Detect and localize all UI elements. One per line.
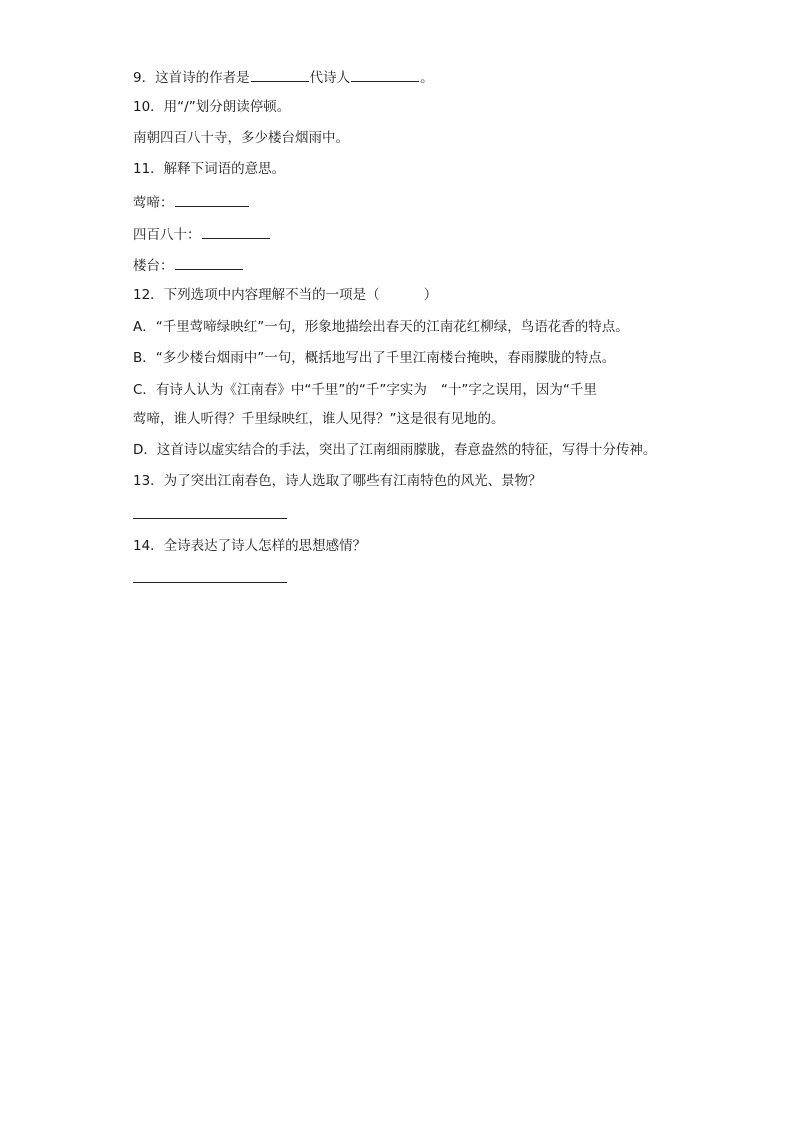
question-11-prompt: 11．解释下词语的意思。 — [133, 161, 286, 177]
option-c-continued: 莺啼，谁人听得？千里绿映红，谁人见得？”这是很有见地的。 — [133, 411, 505, 427]
question-12-close-paren: ） — [423, 287, 438, 303]
question-13-prompt: 13．为了突出江南春色，诗人选取了哪些有江南特色的风光、景物？ — [133, 473, 542, 489]
option-a: A．“千里莺啼绿映红”一句，形象地描绘出春天的江南花红柳绿，鸟语花香的特点。 — [133, 319, 629, 335]
question-9-text-2: 代诗人 — [309, 70, 351, 86]
term-yingti-blank[interactable] — [175, 192, 249, 207]
question-10-prompt: 10．用“/”划分朗读停顿。 — [133, 99, 291, 115]
question-13-answer-line[interactable] — [133, 518, 287, 519]
term-sibaibashi-blank[interactable] — [202, 224, 270, 239]
term-yingti — [133, 192, 250, 212]
term-label: 楼台： — [133, 258, 174, 274]
question-14-answer-line[interactable] — [133, 582, 287, 583]
author-dynasty-blank[interactable] — [251, 67, 309, 82]
question-12-text: 12．下列选项中内容理解不当的一项是（ — [133, 287, 380, 303]
term-loutai-blank[interactable] — [175, 255, 243, 270]
question-14-prompt: 14．全诗表达了诗人怎样的思想感情？ — [133, 538, 367, 554]
term-sibaibashi — [133, 224, 271, 244]
option-b: B．“多少楼台烟雨中”一句，概括地写出了千里江南楼台掩映，春雨朦胧的特点。 — [133, 350, 616, 366]
question-9-text-3: 。 — [420, 70, 434, 86]
option-c — [133, 381, 597, 399]
term-label: 莺啼： — [133, 195, 174, 211]
question-12-prompt — [133, 286, 437, 304]
option-d: D．这首诗以虚实结合的手法，突出了江南细雨朦胧，春意盎然的特征，写得十分传神。 — [133, 442, 657, 458]
term-loutai — [133, 255, 244, 275]
option-c-text-1: C．有诗人认为《江南春》中“千里”的“千”字实为 — [133, 382, 427, 398]
question-9-text-1: 9．这首诗的作者是 — [133, 70, 250, 86]
author-name-blank[interactable] — [351, 67, 419, 82]
question-9 — [133, 67, 434, 87]
option-c-text-2: “十”字之误用，因为“千里 — [440, 382, 597, 398]
poem-line: 南朝四百八十寺，多少楼台烟雨中。 — [133, 130, 349, 146]
term-label: 四百八十： — [133, 227, 201, 243]
